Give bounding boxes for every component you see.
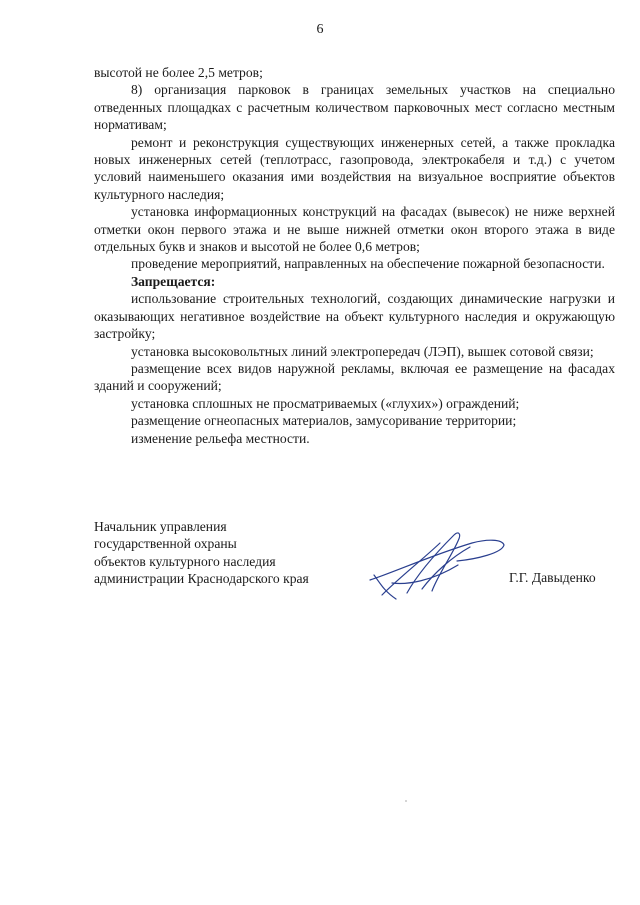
prohibited-item: размещение всех видов наружной рекламы, включая ее размещение на фасадах зданий и сооружений;	[94, 360, 615, 394]
paragraph: ремонт и реконструкция существующих инженерных сетей, а также прокладка новых инженерных сетей (теплотрасс, газопровода, электрокабеля и т.д.) с учетом условий наименьшего оказания ими воздействия на визуальное восприятие объектов культурного наследия;	[94, 134, 615, 202]
prohibited-heading: Запрещается:	[131, 273, 216, 289]
paragraph: установка информационных конструкций на фасадах (вывесок) не ниже верхней отметки окон первого этажа и не выше нижней отметки окон второго этажа в виде отдельных букв и знаков и высотой не более 0,6 метров;	[94, 204, 615, 255]
signatory-title-line: администрации Краснодарского края	[94, 571, 309, 587]
paragraph: 8) организация парковок в границах земельных участков на специально отведенных площадках с расчетным количеством парковочных мест согласно местным нормативам;	[94, 82, 615, 133]
signatory-title-line: Начальник управления	[94, 519, 227, 534]
signatory-title-line: объектов культурного наследия	[94, 553, 276, 569]
signatory-name: Г.Г. Давыденко	[509, 570, 596, 585]
prohibited-item: установка сплошных не просматриваемых («глухих») ограждений;	[131, 395, 520, 411]
scan-speck	[405, 800, 407, 802]
prohibited-item: использование строительных технологий, создающих динамические нагрузки и оказывающих негативное воздействие на объект культурного наследия и окружающую застройку;	[94, 291, 615, 342]
prohibited-item: размещение огнеопасных материалов, замусоривание территории;	[131, 413, 517, 429]
signatory-title-line: государственной охраны	[94, 536, 237, 552]
page-number: 6	[316, 22, 324, 37]
handwritten-signature	[362, 525, 512, 605]
prohibited-item: установка высоковольтных линий электропередач (ЛЭП), вышек сотовой связи;	[131, 343, 594, 359]
paragraph: высотой не более 2,5 метров;	[94, 65, 263, 80]
document-body	[94, 64, 615, 447]
prohibited-item: изменение рельефа местности.	[131, 430, 310, 446]
paragraph: проведение мероприятий, направленных на обеспечение пожарной безопасности.	[131, 256, 605, 272]
